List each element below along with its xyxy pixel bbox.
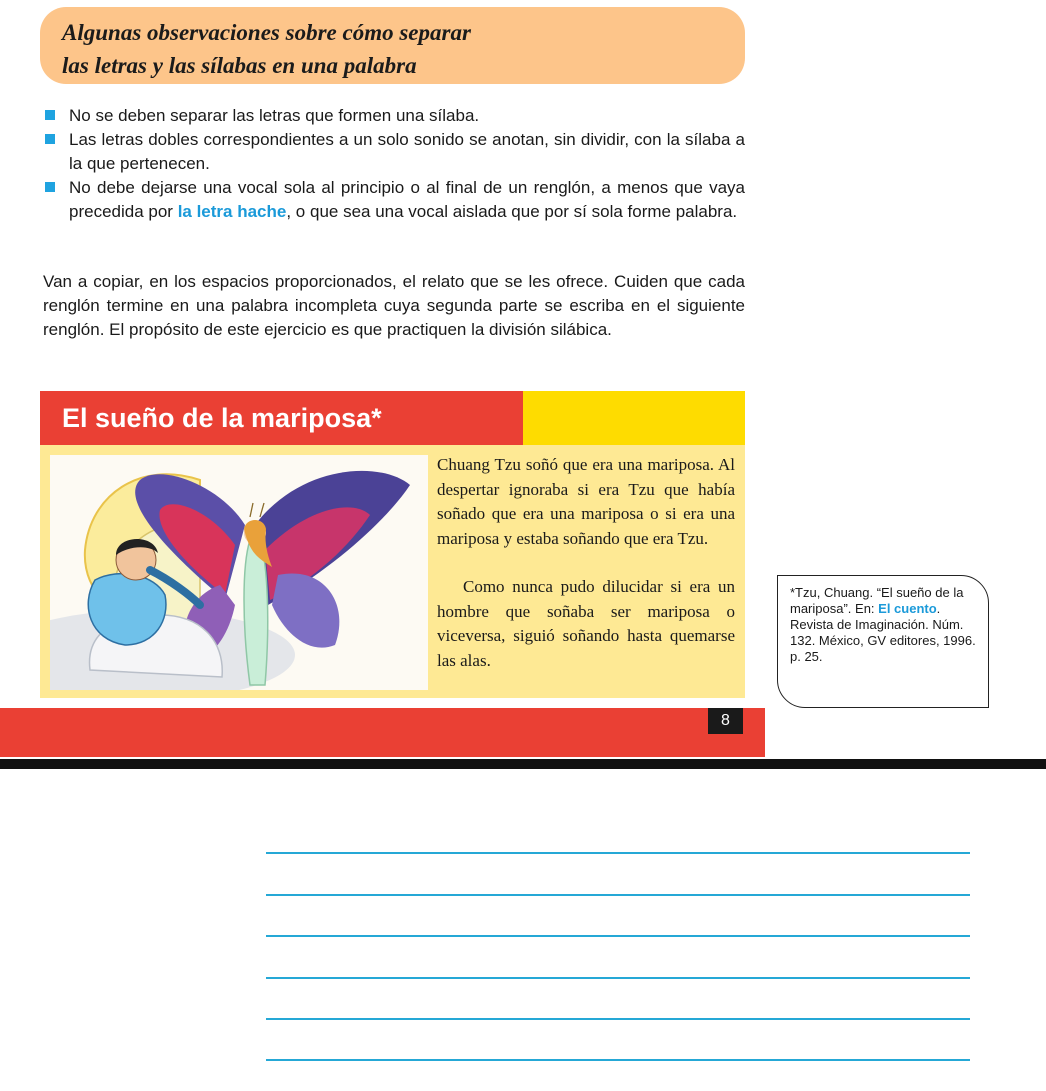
rule-text-before: No debe dejarse una vocal sola al principio o al final de un renglón, a menos que vaya precedida por — [69, 178, 745, 221]
footnote-text-after: . Revista de Imaginación. Núm. 132. México, GV editores, 1996. p. 25. — [790, 601, 976, 664]
rule-item — [45, 176, 745, 224]
writing-line[interactable] — [266, 894, 970, 896]
page-footer-band — [0, 708, 765, 757]
story-title: El sueño de la mariposa* — [40, 391, 523, 445]
butterfly-fairy-illustration — [50, 455, 428, 690]
rule-highlight: la letra hache — [177, 202, 287, 221]
section-title-line-2: las letras y las sílabas en una palabra — [62, 53, 417, 78]
rule-text: Las letras dobles correspondientes a un solo sonido se anotan, sin dividir, con la sílaba a la que pertenecen. — [69, 130, 745, 173]
story-text — [437, 453, 735, 673]
footnote-highlight: El cuento — [878, 601, 937, 616]
rule-text: No se deben separar las letras que formen una sílaba. — [69, 106, 480, 125]
writing-line[interactable] — [266, 935, 970, 937]
rule-item — [45, 128, 745, 176]
rules-list — [45, 104, 745, 224]
footnote-box — [777, 575, 989, 708]
page-number: 8 — [708, 708, 743, 734]
square-bullet-icon — [45, 134, 55, 144]
footnote-text-before: *Tzu, Chuang. “El sueño de la mariposa”. En: — [790, 585, 964, 616]
writing-line[interactable] — [266, 977, 970, 979]
instructions-paragraph: Van a copiar, en los espacios proporcionados, el relato que se les ofrece. Cuiden que cada renglón termine en una palabra incompleta cuya segunda parte se escriba en el siguiente renglón. El propósito de este ejercicio es que practiquen la división silábica. — [43, 272, 745, 339]
square-bullet-icon — [45, 182, 55, 192]
rule-text-after: , o que sea una vocal aislada que por sí sola forme palabra. — [286, 202, 738, 221]
story-paragraph-1: Chuang Tzu soñó que era una mariposa. Al despertar ignoraba si era Tzu que había soñado que era una mariposa o si era una mariposa y estaba soñando que era Tzu. — [437, 455, 735, 548]
story-title-accent — [523, 391, 745, 445]
writing-line[interactable] — [266, 1059, 970, 1061]
story-paragraph-2: Como nunca pudo dilucidar si era un hombre que soñaba ser mariposa o viceversa, siguió soñando hasta quemarse las alas. — [437, 577, 735, 670]
writing-line[interactable] — [266, 852, 970, 854]
square-bullet-icon — [45, 110, 55, 120]
section-title-box — [40, 7, 745, 84]
writing-line[interactable] — [266, 1018, 970, 1020]
section-title-line-1: Algunas observaciones sobre cómo separar — [62, 20, 471, 45]
rule-item — [45, 104, 745, 128]
section-divider — [0, 759, 1046, 769]
